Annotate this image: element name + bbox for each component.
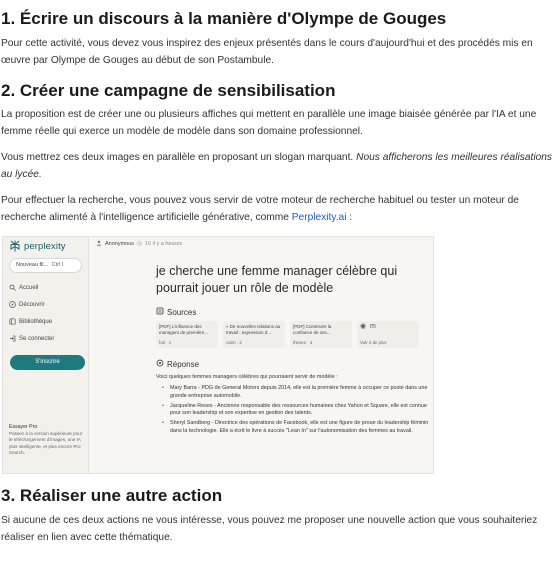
avatar-icon (96, 240, 102, 248)
search-icon (9, 284, 16, 291)
compass-icon (9, 301, 16, 308)
sidebar-item-accueil[interactable] (9, 284, 38, 291)
perplexity-sidebar (3, 237, 89, 474)
section-3-heading: 3. Réaliser une autre action (1, 486, 223, 505)
perplexity-logo (9, 240, 66, 252)
pro-promo (9, 424, 85, 456)
sidebar-item-se-connecter[interactable] (9, 335, 54, 342)
new-thread-button[interactable] (9, 258, 82, 273)
answer-intro: Voici quelques femmes managers célèbres qui pourraient servir de modèle : (156, 374, 338, 380)
shortcut-hint: Ctrl I (51, 262, 64, 268)
answer-label: Réponse (167, 359, 200, 369)
list-item (156, 403, 431, 418)
source-meta: theses · 3 (293, 340, 313, 346)
source-card[interactable] (290, 321, 352, 348)
answer-item-text: Sheryl Sandberg - Directrice des opérations de Facebook, elle est une figure de proue du leadership féminin dans la technologie. Elle a écrit le livre à succès "Lean In" sur l'autonomisation des femmes au travail. (170, 420, 429, 434)
paragraph-end: : (346, 211, 353, 223)
perplexity-main (90, 237, 434, 474)
clock-icon: ◷ (137, 241, 142, 247)
sidebar-item-label: Se connecter (19, 335, 55, 342)
perplexity-link[interactable]: Perplexity.ai (291, 211, 347, 223)
answer-icon (156, 359, 164, 369)
sidebar-item-decouvrir[interactable] (9, 301, 45, 308)
thread-header (96, 240, 182, 248)
login-icon (9, 335, 16, 342)
paragraph-text: Vous mettrez ces deux images en parallèle en proposant un slogan marquant. (1, 152, 357, 163)
source-title: [PDF] Construire la confiance de ses... (293, 324, 332, 335)
library-icon (9, 318, 16, 325)
sources-label: Sources (167, 307, 197, 317)
section-1-text: Pour cette activité, vous devez vous inspirez des enjeux présentés dans le cours d'aujourd'hui et des procédés mis en œuvre par Olympe de Gouges au début de son Postambule. (1, 38, 533, 66)
sources-icon (156, 307, 164, 317)
section-3-text: Si aucune de ces deux actions ne vous intéresse, vous pouvez me proposer une nouvelle action que vous souhaiteriez réaliser en lien avec cette thématique. (1, 515, 538, 543)
answer-body (156, 374, 431, 438)
pro-text: Passez à la version supérieure pour le téléchargement d'images, une IA plus intelligente, et plus encore Pro Search. (9, 431, 83, 455)
signup-button[interactable]: S'inscrire (10, 355, 85, 370)
more-sources-label: Voir 2 de plus (360, 340, 387, 346)
source-card[interactable] (156, 321, 218, 348)
source-title: « De nouvelles relations au travail : expression d... (226, 324, 281, 335)
section-2-heading: 2. Créer une campagne de sensibilisation (1, 81, 336, 100)
list-item (156, 385, 431, 400)
source-favicons-icon: ◉ m (360, 323, 377, 330)
new-thread-label: Nouveau fil... (16, 262, 49, 268)
sidebar-item-label: Découvrir (19, 301, 45, 308)
thread-time: 16 il y a heures (144, 241, 183, 247)
perplexity-logo-icon (9, 240, 21, 252)
sidebar-item-bibliotheque[interactable] (9, 318, 52, 325)
paragraph-text: Pour effectuer la recherche, vous pouvez vous servir de votre moteur de recherche habituel ou tester un moteur de recherche alimenté à l'intelligence artificielle générative, comme (1, 195, 519, 223)
sidebar-item-label: Bibliothèque (19, 318, 53, 325)
source-meta: cairn · 2 (226, 340, 242, 346)
answer-item-text: Mary Barra - PDG de General Motors depuis 2014, elle est la première femme à occuper ce poste dans une grande entreprise automobile. (170, 385, 428, 399)
source-card[interactable] (223, 321, 285, 348)
italic-text: Nous afficherons les meilleures réalisations au lycée. (1, 152, 553, 180)
brand-name: perplexity (24, 240, 66, 252)
sidebar-item-label: Accueil (19, 284, 39, 291)
pro-title: Essayer Pro (9, 424, 38, 430)
username: Anonymous (105, 241, 135, 247)
section-1-heading: 1. Écrire un discours à la manière d'Olympe de Gouges (1, 9, 447, 28)
list-item (156, 420, 431, 435)
section-2-paragraph-3 (1, 193, 554, 226)
answer-list (156, 385, 431, 435)
sources-list (156, 321, 419, 348)
source-title: [PDF] L'influence des managers de première... (159, 324, 209, 335)
section-2-paragraph-1: La proposition est de créer une ou plusieurs affiches qui mettent en parallèle une image biaisée générée par l'IA et une femme réelle qui exerce un modèle de modèle dans son domaine professionnel. (1, 109, 537, 137)
user-question: je cherche une femme manager célèbre qui pourrait jouer un rôle de modèle (156, 264, 398, 295)
answer-item-text: Jacqueline Reses - Ancienne responsable des ressources humaines chez Yahoo et Square, elle est connue pour son leadership et son expertise en gestion des talents. (170, 402, 427, 417)
answer-heading (156, 359, 199, 369)
perplexity-screenshot (2, 236, 434, 474)
section-2-paragraph-2 (1, 150, 554, 183)
sources-heading (156, 307, 196, 317)
more-sources-card[interactable] (357, 321, 419, 348)
source-meta: hal · 1 (159, 340, 172, 346)
